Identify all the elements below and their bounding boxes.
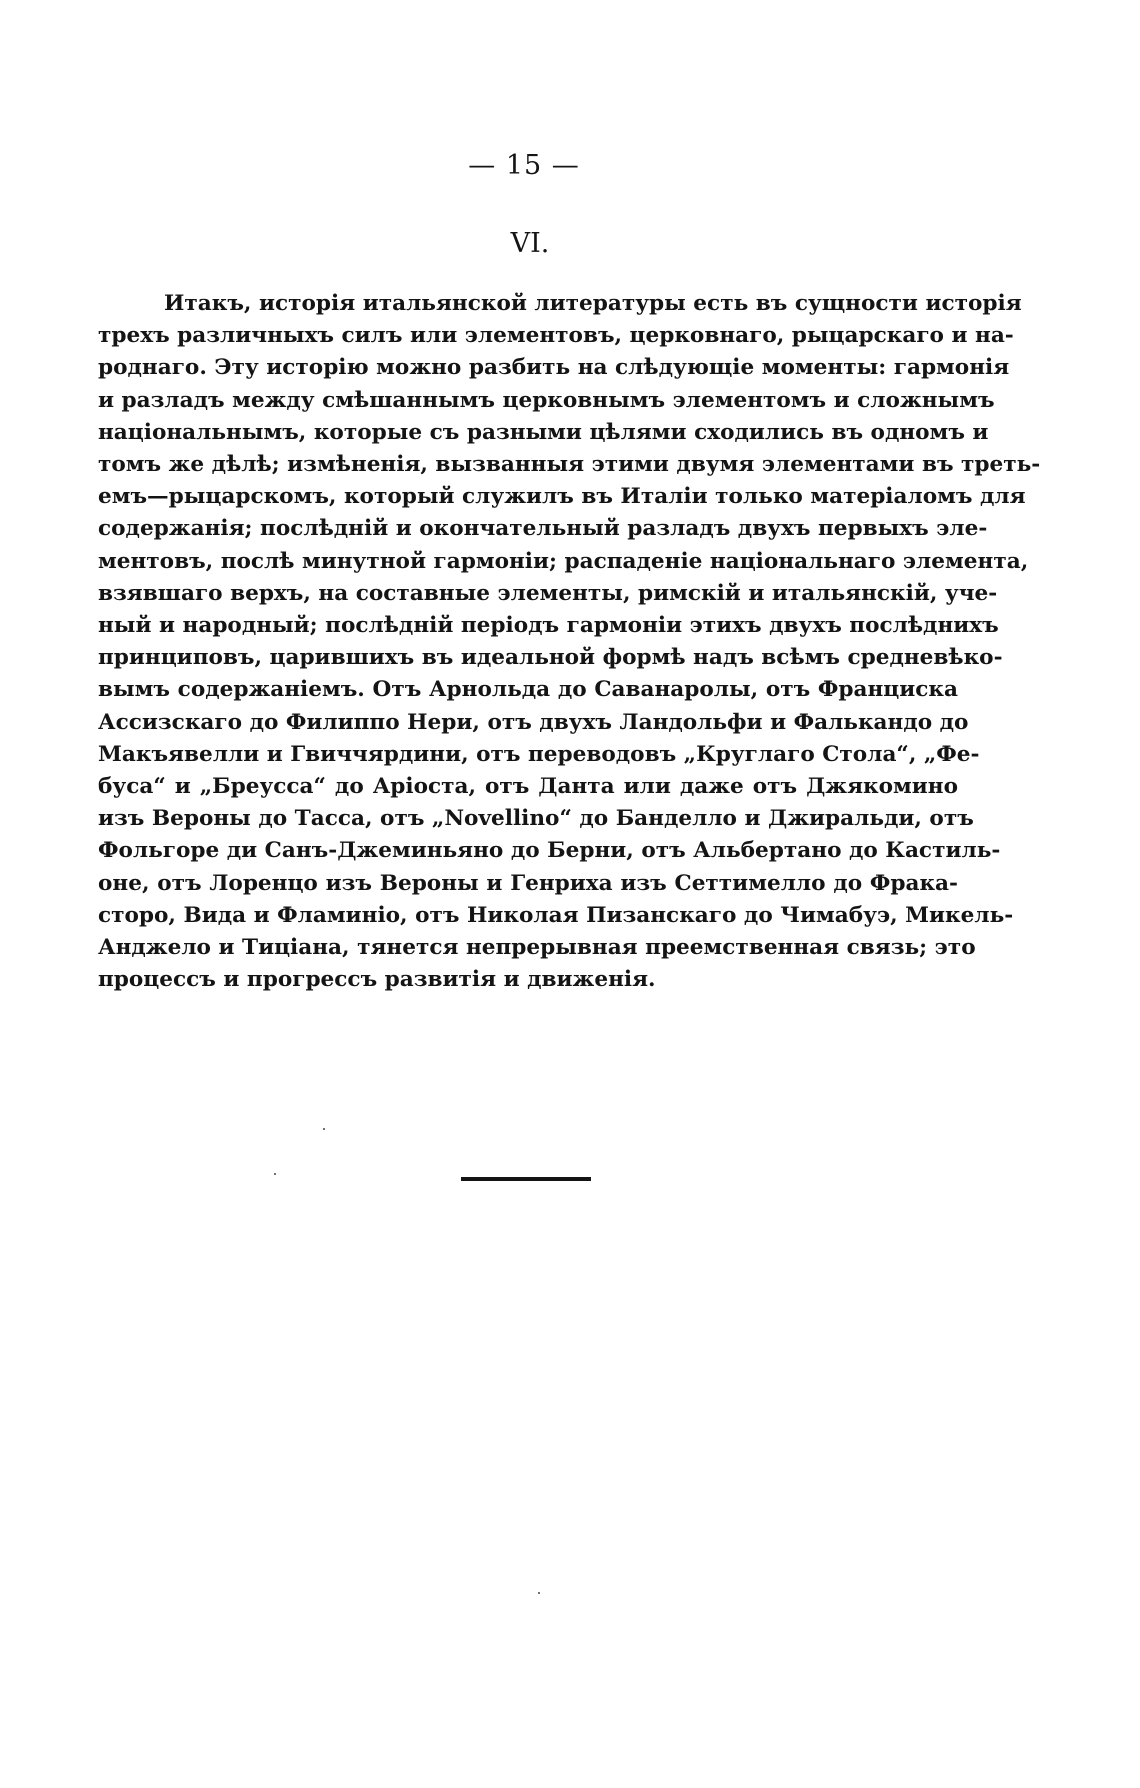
scan-speck (323, 1128, 325, 1130)
section-heading: VI. (510, 228, 550, 259)
paragraph-line: трехъ различныхъ силъ или элементовъ, церковнаго, рыцарскаго и на- (98, 323, 1014, 349)
paragraph-line: процессъ и прогрессъ развитія и движенія. (98, 967, 656, 993)
paragraph-line: взявшаго верхъ, на составные элементы, римскій и итальянскій, уче- (98, 580, 998, 606)
paragraph-line: буса“ и „Бреусса“ до Аріоста, отъ Данта или даже отъ Джякомино (98, 774, 958, 800)
paragraph-line: томъ же дѣлѣ; измѣненія, вызванныя этими двумя элементами въ треть- (98, 452, 1041, 478)
paragraph-line: оне, отъ Лоренцо изъ Вероны и Генриха изъ Сеттимелло до Фрака- (98, 870, 958, 896)
paragraph-line: Итакъ, исторія итальянской литературы есть въ сущности исторія (164, 291, 1022, 316)
paragraph-line: Ассизскаго до Филиппо Нери, отъ двухъ Ландольфи и Фалькандо до (98, 709, 969, 735)
paragraph-line: Макъявелли и Гвиччярдини, отъ переводовъ „Круглаго Стола“, „Фе- (98, 741, 980, 767)
paragraph-line: содержанія; послѣдній и окончательный разладъ двухъ первыхъ эле- (98, 516, 988, 542)
paragraph-line: ный и народный; послѣдній періодъ гармоніи этихъ двухъ послѣднихъ (98, 613, 999, 639)
paragraph-line: и разладъ между смѣшаннымъ церковнымъ элементомъ и сложнымъ (98, 387, 995, 413)
paragraph-line: принциповъ, царившихъ въ идеальной формѣ надъ всѣмъ средневѣко- (98, 645, 1003, 671)
paragraph-line: роднаго. Эту исторію можно разбить на слѣдующіе моменты: гармонія (98, 355, 1010, 381)
paragraph-line: сторо, Вида и Фламиніо, отъ Николая Пизанскаго до Чимабуэ, Микель- (98, 902, 1014, 928)
paragraph-line: емъ—рыцарскомъ, который служилъ въ Италіи только матеріаломъ для (98, 484, 1026, 510)
body-paragraph (98, 288, 1041, 996)
paragraph-line: національнымъ, которые съ разными цѣлями сходились въ одномъ и (98, 419, 989, 445)
page-number: — 15 — (468, 150, 580, 181)
closing-rule-divider (461, 1177, 591, 1181)
paragraph-line: Фольгоре ди Санъ-Джеминьяно до Берни, отъ Альбертано до Кастиль- (98, 838, 1001, 864)
paragraph-line: Анджело и Тиціана, тянется непрерывная преемственная связь; это (98, 935, 976, 961)
scan-speck (538, 1592, 540, 1594)
paragraph-line: изъ Вероны до Тасса, отъ „Novellino“ до Банделло и Джиральди, отъ (98, 806, 974, 832)
paragraph-line: ментовъ, послѣ минутной гармоніи; распаденіе національнаго элемента, (98, 548, 1029, 574)
paragraph-line: вымъ содержаніемъ. Отъ Арнольда до Саванаролы, отъ Франциска (98, 677, 958, 703)
scan-speck (274, 1173, 276, 1175)
